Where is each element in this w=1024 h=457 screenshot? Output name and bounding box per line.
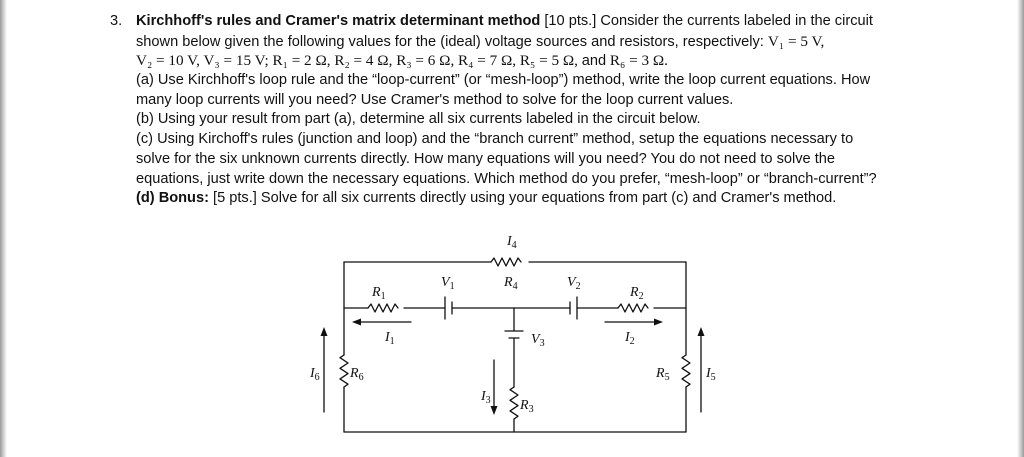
value-r5: R₅ = 5 Ω, (519, 52, 578, 70)
part-c-line-1: (c) Using Kirchoff's rules (junction and loop) and the “branch current” method, setup the equations necessary to (136, 131, 854, 148)
label-r5: R5 (656, 366, 670, 383)
problem-points: [10 pts.] (544, 13, 597, 29)
value-v2: V₂ = 10 V, (136, 52, 200, 70)
r6-resistor (340, 355, 348, 387)
label-r2: R2 (630, 285, 644, 302)
r5-resistor (682, 355, 690, 387)
problem-title: Kirchhoff's rules and Cramer's matrix determinant method (136, 13, 541, 29)
r3-resistor (510, 387, 518, 419)
value-and: and (581, 53, 607, 70)
i6-arrowhead (321, 327, 328, 336)
r2-resistor (618, 304, 648, 312)
v3-battery (505, 331, 523, 338)
value-r4: R₄ = 7 Ω, (458, 52, 517, 70)
label-i5: I5 (706, 366, 716, 383)
label-i1: I1 (385, 330, 395, 347)
value-v1: V₁ = 5 V, (767, 32, 825, 50)
label-i2: I2 (625, 330, 635, 347)
problem-intro-a: Consider the currents labeled in the circuit (600, 13, 873, 29)
part-a-line-1: (a) Use Kirchhoff's loop rule and the “loop-current” (or “mesh-loop”) method, write the loop current equations. How (136, 72, 871, 89)
problem-intro-b: shown below given the following values for the (ideal) voltage sources and resistors, respectively: (136, 33, 764, 50)
part-b-line: (b) Using your result from part (a), determine all six currents labeled in the circuit below. (136, 111, 701, 128)
value-v3: V₃ = 15 V; (203, 52, 269, 70)
part-c-line-2: solve for the six unknown currents directly. How many equations will you need? You do not need to solve the (136, 150, 836, 167)
label-r1: R1 (372, 285, 386, 302)
v1-battery (445, 297, 452, 319)
part-c-line-3: equations, just write down the necessary equations. Which method do you prefer, “mesh-loop” or “branch-current”? (136, 170, 877, 187)
r4-resistor (491, 258, 521, 266)
part-d-label: (d) Bonus: (136, 190, 209, 207)
label-v2: V2 (567, 275, 581, 292)
problem-number: 3. (110, 13, 123, 29)
i1-arrowhead (352, 319, 361, 326)
label-r6: R6 (350, 366, 364, 383)
label-v3: V3 (531, 332, 545, 349)
i3-arrowhead (491, 406, 498, 415)
v2-battery (570, 297, 577, 319)
label-r3: R3 (520, 398, 534, 415)
value-r3: R₃ = 6 Ω, (396, 52, 455, 70)
i5-arrowhead (698, 327, 705, 336)
value-r6: R₆ = 3 Ω. (609, 52, 668, 70)
part-d-text: [5 pts.] Solve for all six currents directly using your equations from part (c) and Cramer's method. (213, 190, 837, 207)
label-r4: R4 (504, 275, 518, 292)
label-i3: I3 (481, 389, 491, 406)
part-a-line-2: many loop currents will you need? Use Cramer's method to solve for the loop current values. (136, 91, 734, 108)
label-i4: I4 (507, 234, 517, 251)
value-r2: R₂ = 4 Ω, (334, 52, 393, 70)
i2-arrowhead (654, 319, 663, 326)
label-v1: V1 (441, 275, 455, 292)
r1-resistor (368, 304, 398, 312)
value-r1: R₁ = 2 Ω, (272, 52, 331, 70)
label-i6: I6 (310, 366, 320, 383)
